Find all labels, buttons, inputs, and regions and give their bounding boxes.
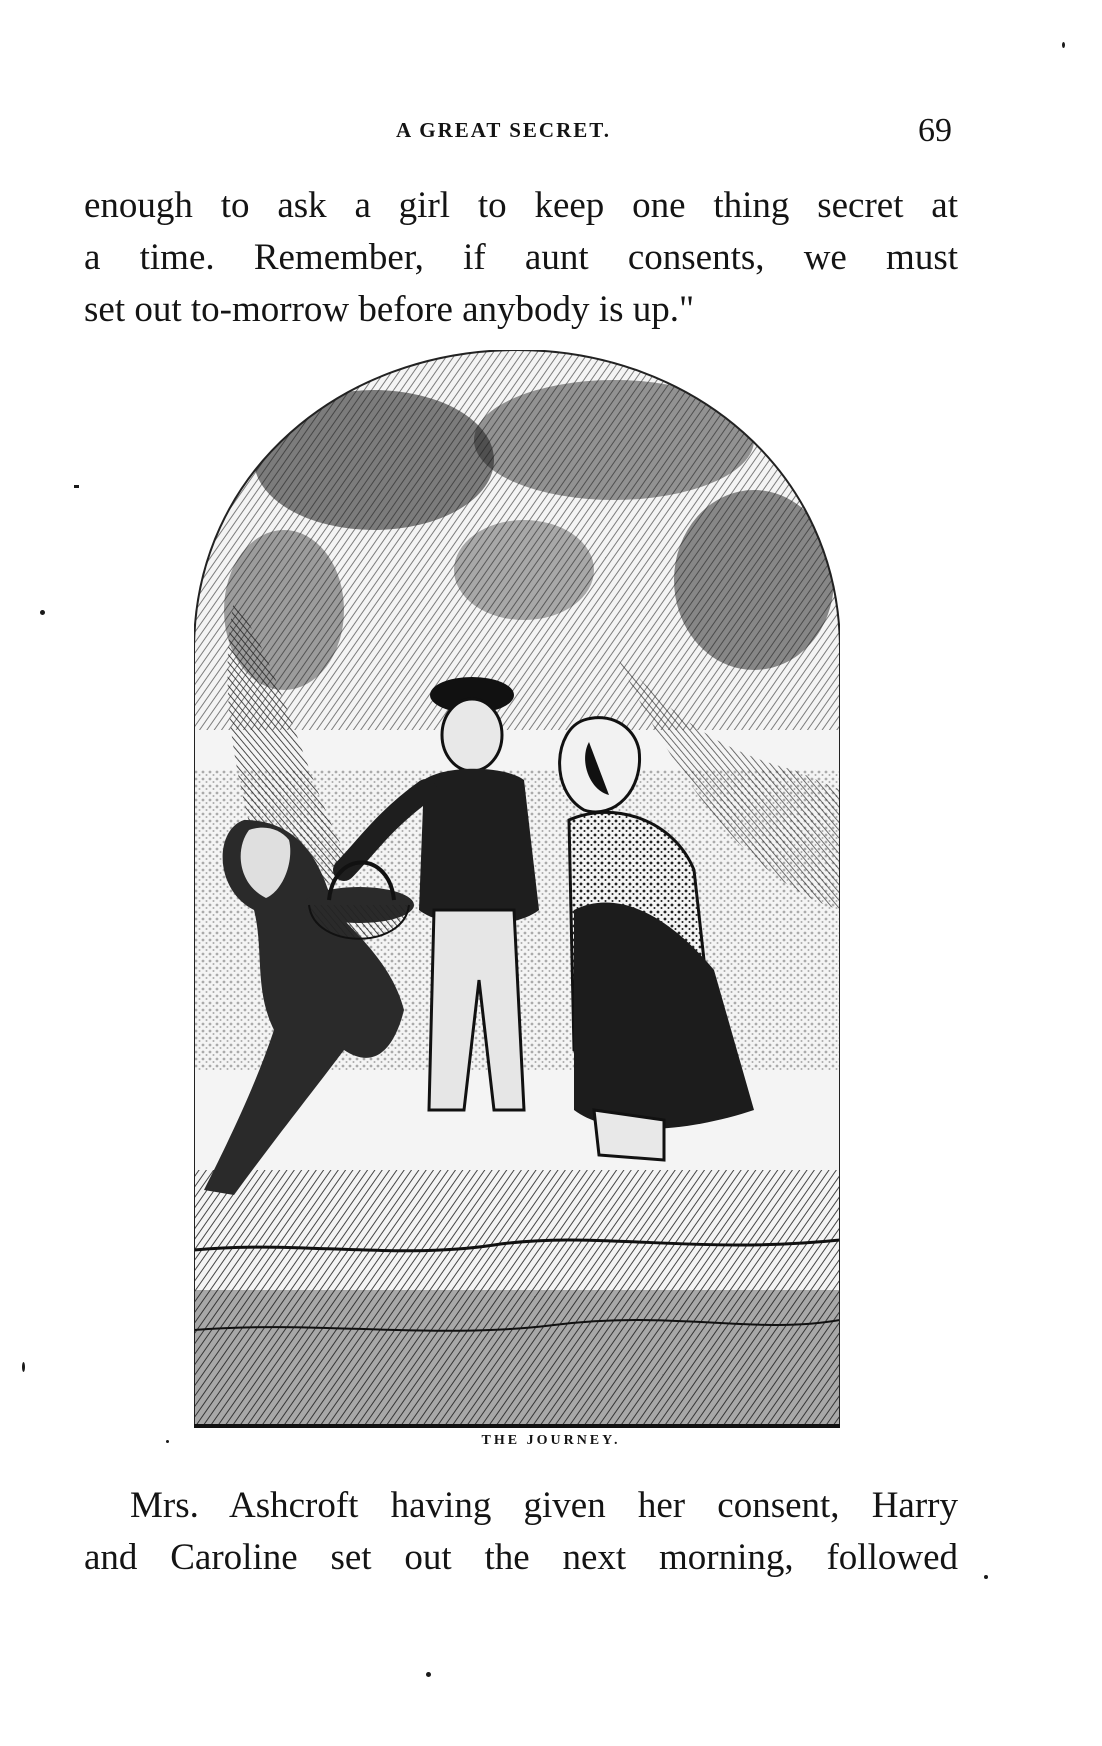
scan-speck bbox=[984, 1575, 988, 1579]
running-title: A GREAT SECRET. bbox=[396, 118, 611, 142]
scan-speck bbox=[426, 1672, 431, 1677]
scan-speck bbox=[1062, 42, 1065, 48]
paragraph-bottom bbox=[84, 1480, 958, 1584]
text-line: and Caroline set out the next morning, followed bbox=[84, 1537, 958, 1578]
page-number: 69 bbox=[918, 112, 952, 149]
engraving-illustration bbox=[194, 350, 840, 1428]
illustration-caption: THE JOURNEY. bbox=[481, 1433, 621, 1448]
scan-speck bbox=[40, 610, 45, 615]
scan-speck bbox=[22, 1362, 25, 1372]
scan-speck bbox=[74, 485, 79, 488]
text-line: enough to ask a girl to keep one thing secret at bbox=[84, 185, 958, 226]
text-line: a time. Remember, if aunt consents, we must bbox=[84, 237, 958, 278]
scan-speck bbox=[166, 1440, 169, 1443]
text-line: Mrs. Ashcroft having given her consent, Harry bbox=[130, 1485, 958, 1526]
text-line: set out to-morrow before anybody is up." bbox=[84, 289, 695, 330]
paragraph-top bbox=[84, 180, 958, 336]
running-head bbox=[0, 112, 1102, 152]
